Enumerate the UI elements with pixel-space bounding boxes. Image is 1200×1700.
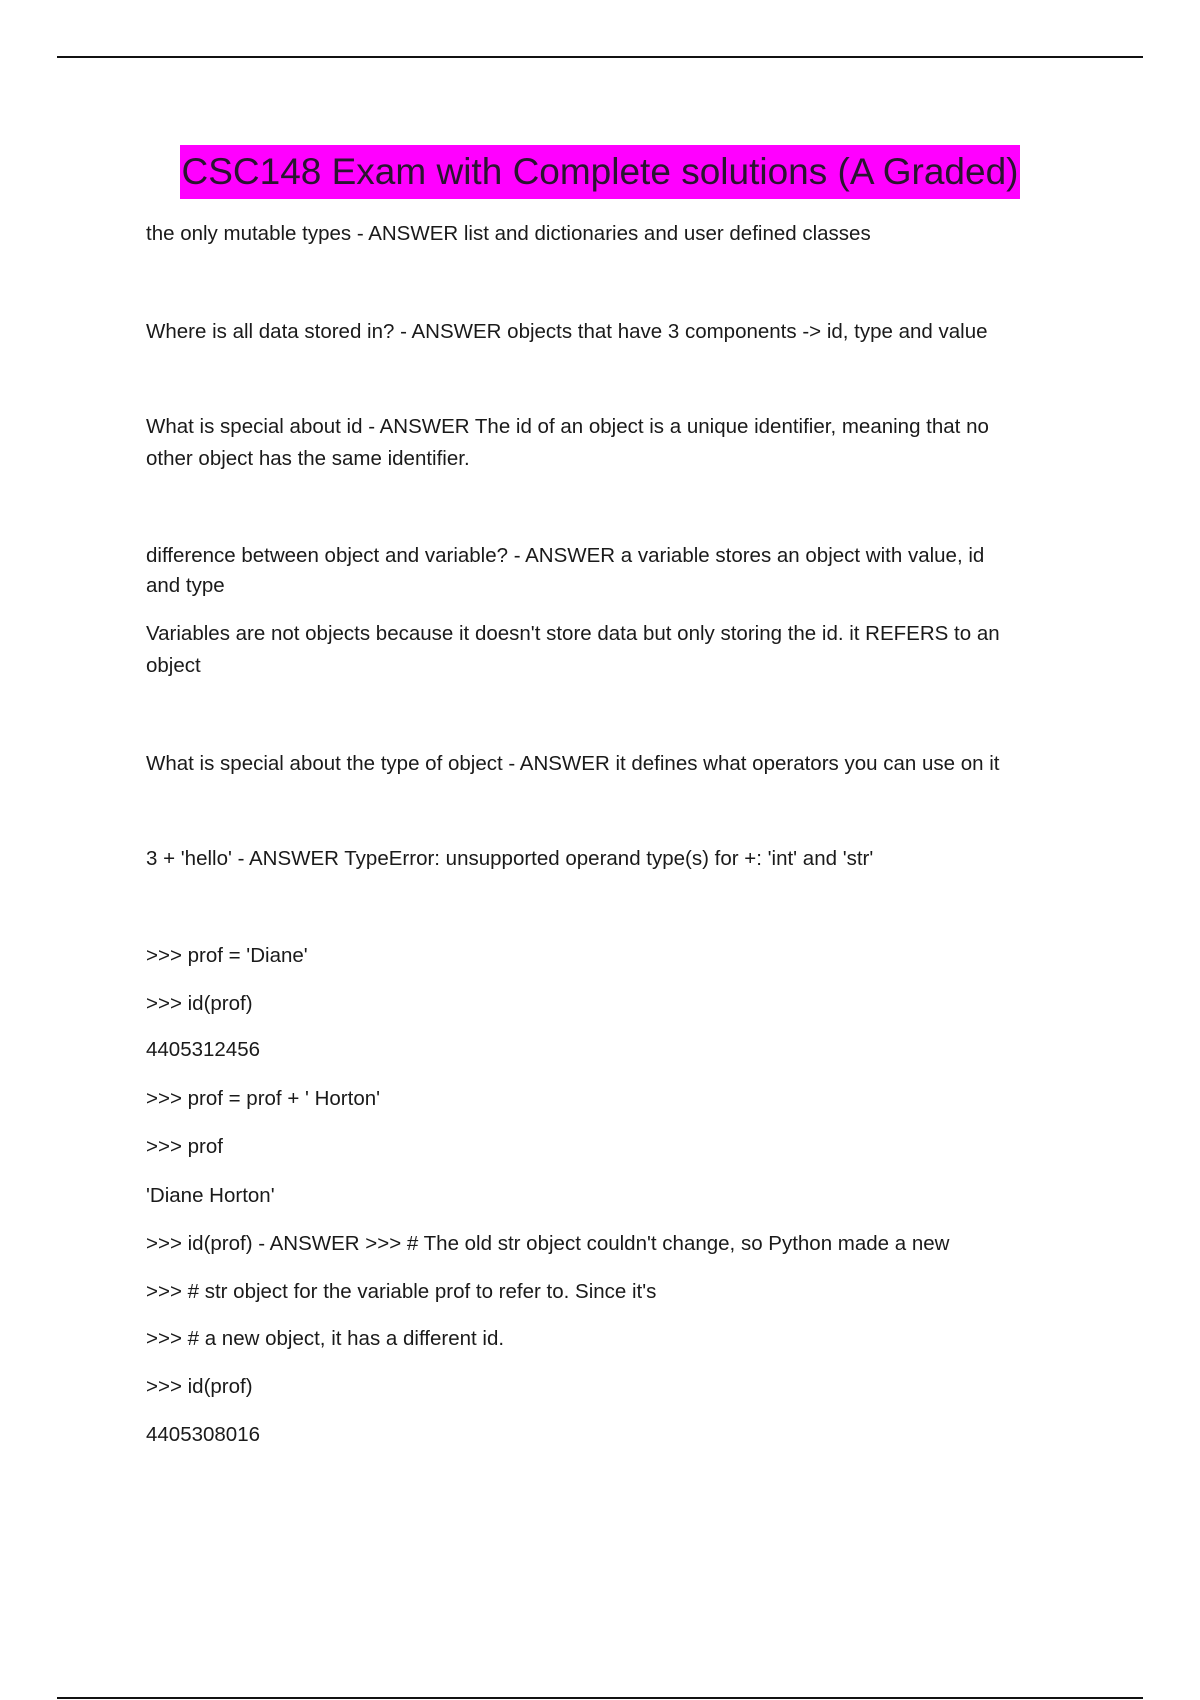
code-line: 4405312456 xyxy=(146,1038,261,1061)
code-line: >>> prof = 'Diane' xyxy=(146,944,308,967)
text-line: Where is all data stored in? - ANSWER objects that have 3 components -> id, type and value xyxy=(146,320,988,343)
text-line: the only mutable types - ANSWER list and dictionaries and user defined classes xyxy=(146,222,871,245)
bottom-rule xyxy=(57,1697,1143,1699)
text-line: other object has the same identifier. xyxy=(146,447,470,470)
code-line: >>> prof = prof + ' Horton' xyxy=(146,1087,381,1110)
document-title: CSC148 Exam with Complete solutions (A Graded) xyxy=(180,145,1021,199)
code-line: 'Diane Horton' xyxy=(146,1184,275,1207)
top-rule xyxy=(57,56,1143,58)
code-line: >>> prof xyxy=(146,1135,223,1158)
code-line: >>> # a new object, it has a different id. xyxy=(146,1327,505,1350)
text-line: and type xyxy=(146,574,225,597)
title-container xyxy=(0,145,1200,199)
code-line: >>> id(prof) - ANSWER >>> # The old str object couldn't change, so Python made a new xyxy=(146,1232,950,1255)
text-line: What is special about id - ANSWER The id of an object is a unique identifier, meaning that no xyxy=(146,415,989,438)
text-line: Variables are not objects because it doesn't store data but only storing the id. it REFERS to an xyxy=(146,622,1000,645)
code-line: 4405308016 xyxy=(146,1423,261,1446)
code-line: >>> # str object for the variable prof to refer to. Since it's xyxy=(146,1280,657,1303)
text-line: object xyxy=(146,654,201,677)
text-line: difference between object and variable? - ANSWER a variable stores an object with value, id xyxy=(146,544,985,567)
text-line: What is special about the type of object - ANSWER it defines what operators you can use on it xyxy=(146,752,1000,775)
text-line: 3 + 'hello' - ANSWER TypeError: unsupported operand type(s) for +: 'int' and 'str' xyxy=(146,847,874,870)
code-line: >>> id(prof) xyxy=(146,1375,253,1398)
code-line: >>> id(prof) xyxy=(146,992,253,1015)
